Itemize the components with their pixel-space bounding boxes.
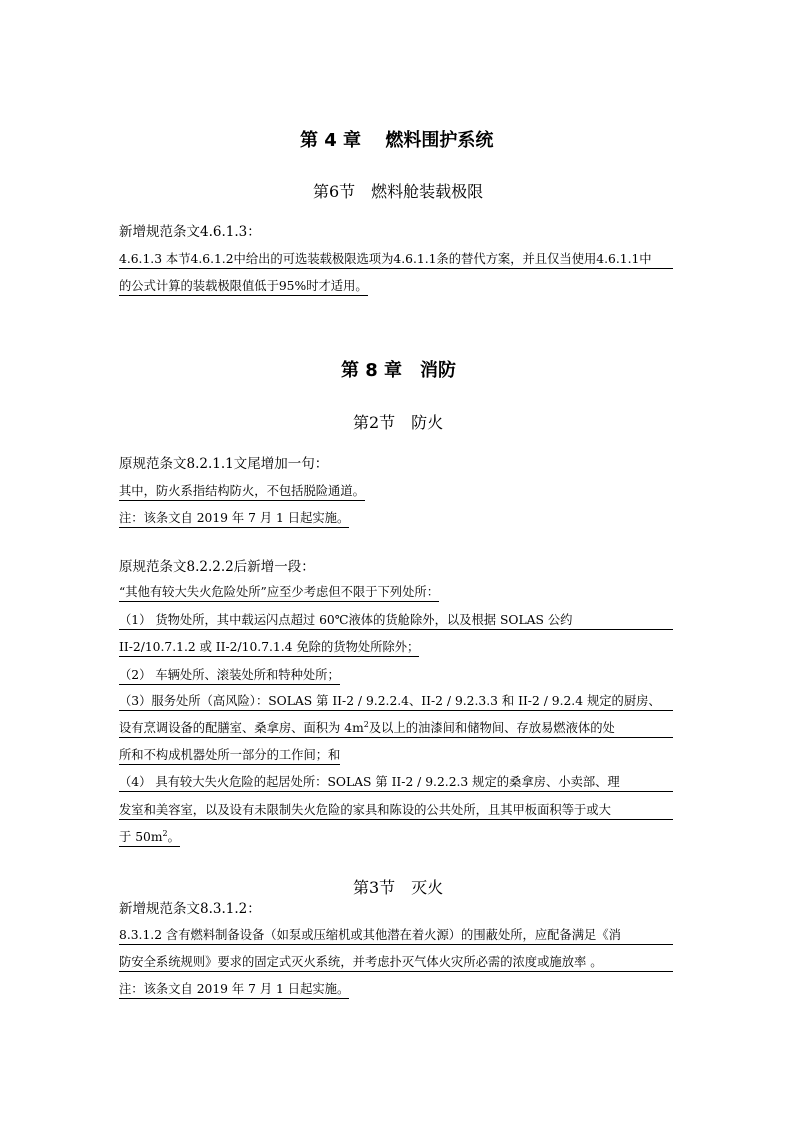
clause-8-2-2-2-line-5: （3）服务处所（高风险）：SOLAS 第 II-2 / 9.2.2.4、II-2 / 9.2.3.3 和 II-2 / 9.2.4 规定的厨房、 <box>119 691 673 711</box>
section-2-title: 第2节 防火 <box>353 413 444 432</box>
new-clause-label-8-3-1-2: 新增规范条文8.3.1.2： <box>119 901 261 917</box>
clause-label-8-2-1-1: 原规范条文8.2.1.1文尾增加一句： <box>119 456 329 472</box>
clause-8-2-2-2-line-3: II-2/10.7.1.2 或 II-2/10.7.1.4 免除的货物处所除外； <box>119 637 419 657</box>
clause-8-2-2-2-line-10: 于 $50m^2$。 <box>119 827 180 847</box>
clause-8-3-1-2-line-2: 防安全系统规则》要求的固定式灭火系统，并考虑扑灭气体火灾所必需的浓度或施放率 。 <box>119 952 673 972</box>
section-3-title: 第3节 灭火 <box>353 878 444 897</box>
clause-8-2-1-1-note: 注：该条文自 2019 年 7 月 1 日起实施。 <box>119 508 349 528</box>
clause-8-2-2-2-line-2: （1） 货物处所，其中载运闪点超过 60℃液体的货舱除外，以及根据 SOLAS 公约 <box>119 610 673 630</box>
clause-4-6-1-3-line-1: 4.6.1.3 本节4.6.1.2中给出的可选装载极限选项为4.6.1.1条的替代方案，并且仅当使用4.6.1.1中 <box>119 249 673 269</box>
clause-8-2-2-2-line-6: 设有烹调设备的配膳室、桑拿房、面积为 $4m^2$及以上的油漆间和储物间、存放易燃液体的处 <box>119 718 673 738</box>
clause-8-2-2-2-line-8: （4） 具有较大失火危险的起居处所：SOLAS 第 II-2 / 9.2.2.3 规定的桑拿房、小卖部、理 <box>119 772 673 792</box>
clause-8-2-2-2-line-9: 发室和美容室，以及设有未限制失火危险的家具和陈设的公共处所，且其甲板面积等于或大 <box>119 800 673 820</box>
clause-8-2-2-2-line-4: （2） 车辆处所、滚装处所和特种处所； <box>119 665 340 685</box>
clause-8-2-1-1-line-1: 其中，防火系指结构防火，不包括脱险通道。 <box>119 481 365 501</box>
clause-8-3-1-2-line-1: 8.3.1.2 含有燃料制备设备（如泵或压缩机或其他潜在着火源）的围蔽处所，应配备满足《消 <box>119 925 673 945</box>
new-clause-label-4-6-1-3: 新增规范条文4.6.1.3： <box>119 224 261 240</box>
clause-4-6-1-3-line-2: 的公式计算的装载极限值低于95%时才适用。 <box>119 276 368 296</box>
clause-8-3-1-2-note: 注：该条文自 2019 年 7 月 1 日起实施。 <box>119 979 349 999</box>
chapter-8-title: 第 8 章 消防 <box>341 360 457 381</box>
clause-8-2-2-2-line-1: “其他有较大失火危险处所”应至少考虑但不限于下列处所： <box>119 582 439 602</box>
clause-label-8-2-2-2: 原规范条文8.2.2.2后新增一段： <box>119 559 315 575</box>
clause-8-2-2-2-line-7: 所和不构成机器处所一部分的工作间；和 <box>119 745 340 765</box>
section-6-title: 第6节 燃料舱装载极限 <box>313 182 484 201</box>
chapter-4-title: 第 4 章 燃料围护系统 <box>300 130 494 151</box>
